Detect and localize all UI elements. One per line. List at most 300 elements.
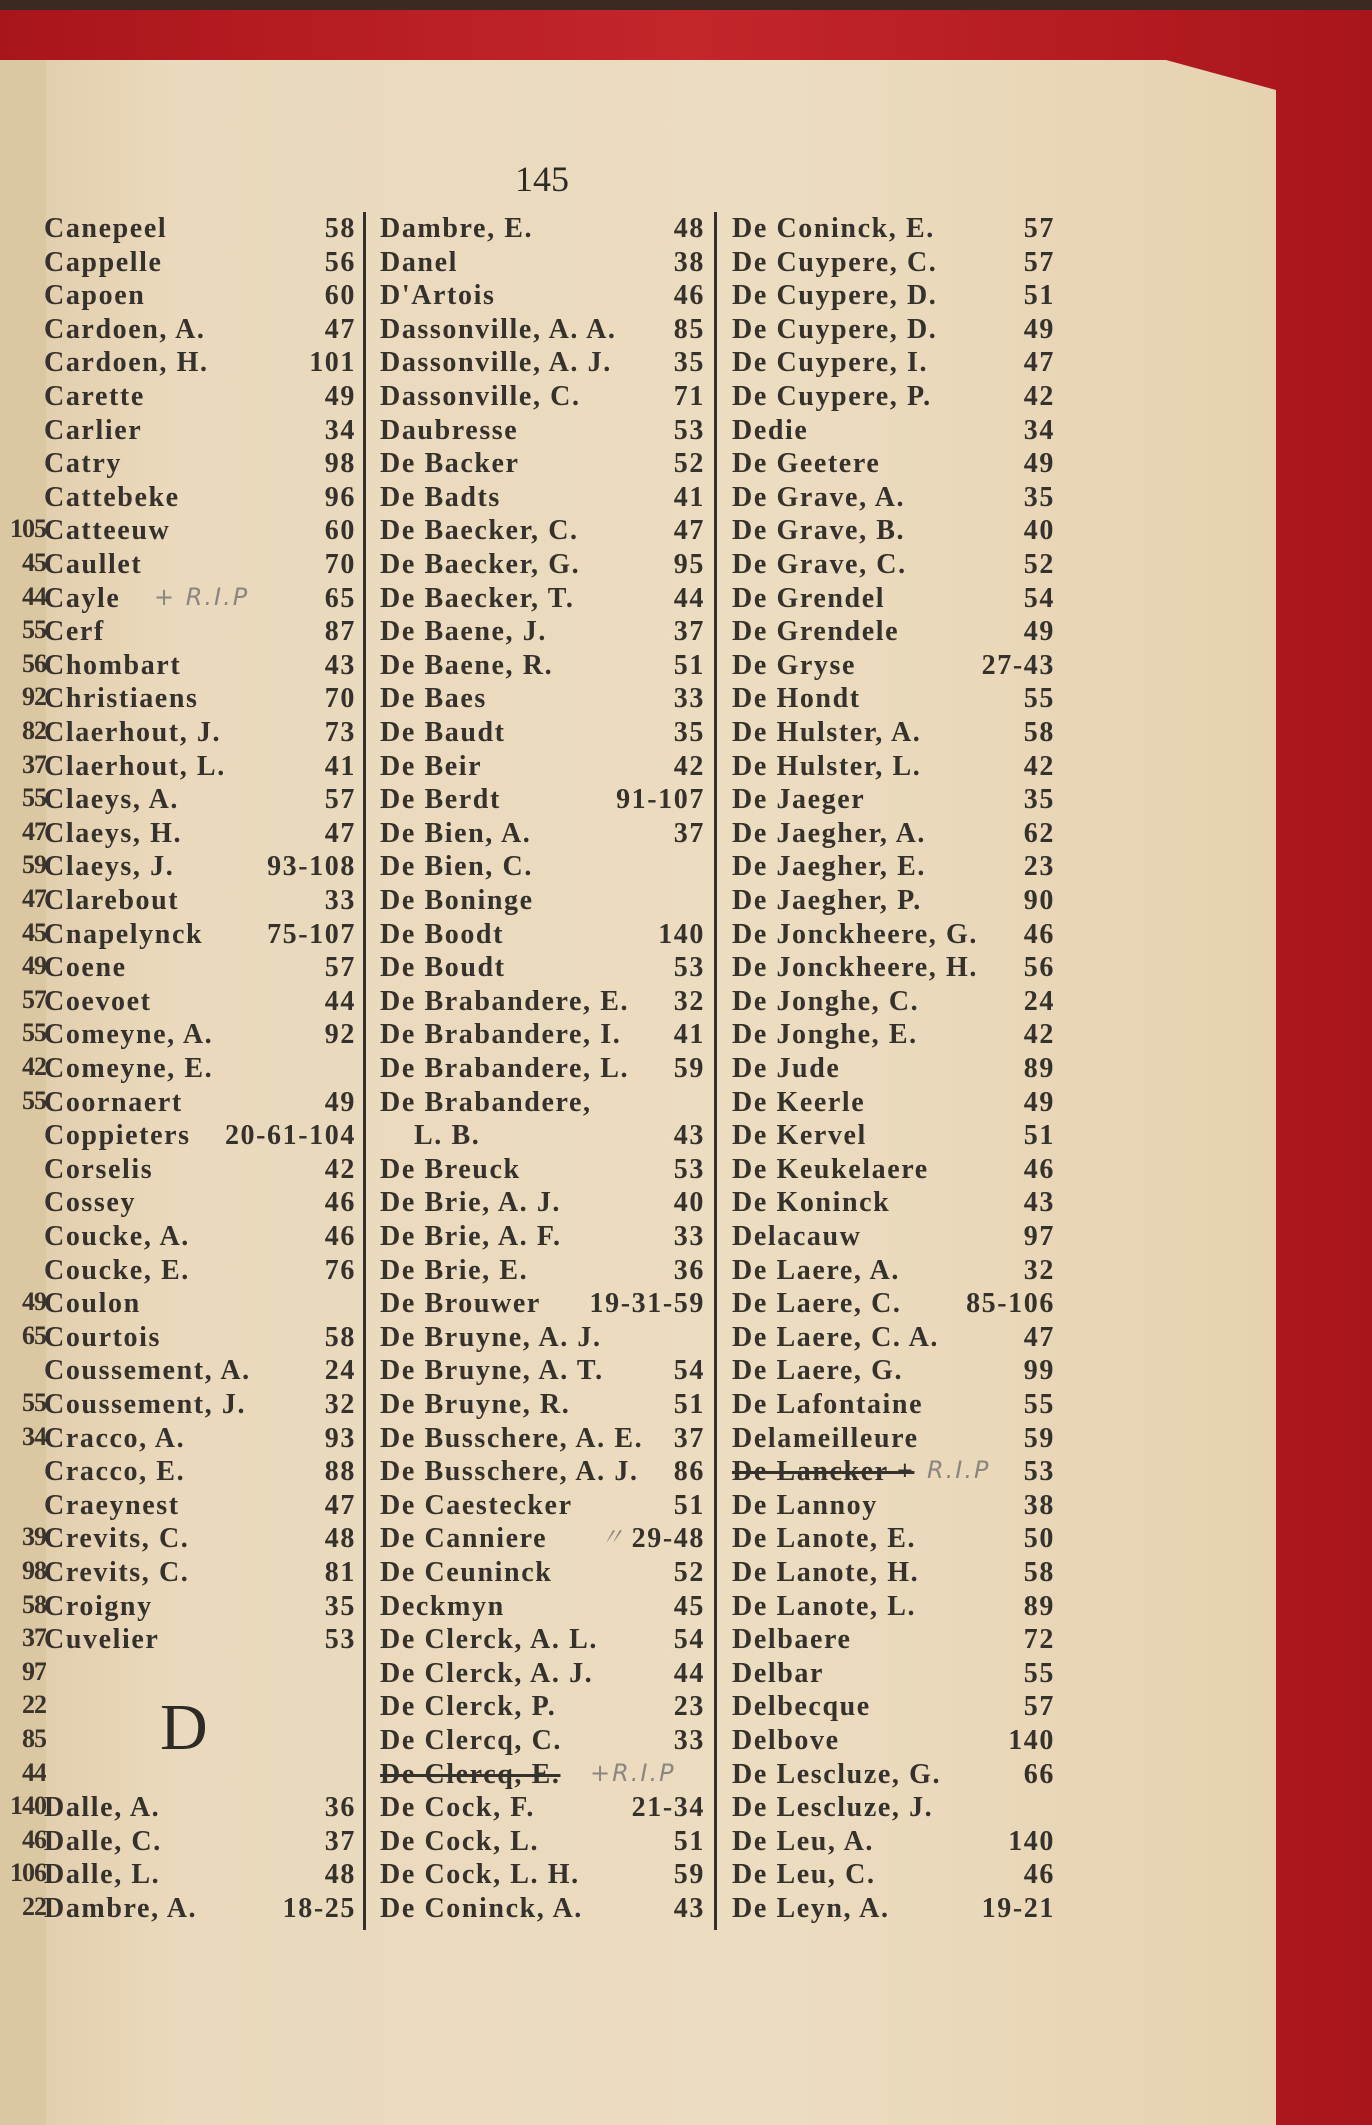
entry-name: De Canniere [380, 1523, 548, 1555]
entry-name: De Backer [380, 448, 520, 480]
entry-page-numbers: 49 [324, 381, 356, 412]
entry-name: Claerhout, J. [44, 717, 222, 748]
entry-page-numbers: 33 [324, 885, 356, 916]
entry-name: Cerf [44, 616, 105, 648]
previous-page-number: 37 [22, 1623, 46, 1653]
entry-name: Catry [44, 448, 122, 480]
index-entry [44, 716, 356, 750]
index-entry [44, 1354, 356, 1388]
entry-name: Coppieters [44, 1120, 191, 1152]
entry-page-numbers: 35 [673, 717, 705, 748]
entry-name: Comeyne, A. [44, 1019, 214, 1051]
entry-page-numbers: 34 [1023, 414, 1055, 446]
entry-name: Carlier [44, 414, 143, 446]
previous-page-number: 92 [22, 682, 46, 712]
entry-name: Cuvelier [44, 1624, 160, 1656]
index-entry [732, 279, 1055, 313]
index-entry [380, 716, 705, 750]
entry-name: De Grave, A. [732, 481, 906, 513]
entry-page-numbers: 24 [1023, 985, 1055, 1017]
index-entry [380, 1052, 705, 1086]
entry-page-numbers: 51 [1023, 280, 1055, 312]
index-entry [732, 1220, 1055, 1254]
entry-name: De Hulster, L. [732, 750, 922, 782]
index-entry [732, 1657, 1055, 1691]
index-entry [380, 582, 705, 616]
index-entry [44, 783, 356, 817]
entry-page-numbers: 58 [324, 1321, 356, 1353]
entry-page-numbers: 29-48 [631, 1523, 705, 1555]
index-entry [44, 346, 356, 380]
previous-page-number: 46 [22, 1824, 46, 1854]
previous-page-number: 55 [22, 783, 46, 813]
entry-page-numbers: 60 [324, 280, 356, 312]
entry-name: De Laere, A. [732, 1254, 900, 1286]
entry-page-numbers: 33 [673, 683, 705, 715]
entry-name: Crevits, C. [44, 1523, 190, 1555]
index-entry [44, 750, 356, 784]
index-entry [732, 1422, 1055, 1456]
entry-page-numbers: 56 [1023, 952, 1055, 984]
entry-name: De Coninck, A. [380, 1893, 583, 1924]
index-entry [732, 1825, 1055, 1859]
index-entry [44, 1522, 356, 1556]
entry-name: Cossey [44, 1187, 137, 1219]
entry-page-numbers: 37 [324, 1825, 356, 1857]
previous-page-number: 140 [10, 1791, 46, 1821]
entry-name: De Baes [380, 683, 487, 715]
entry-name: De Jonghe, E. [732, 1019, 918, 1051]
entry-page-numbers: 48 [673, 213, 705, 244]
entry-page-numbers: 46 [324, 1221, 356, 1252]
previous-page-number: 55 [22, 1388, 46, 1417]
entry-name: De Cock, L. [380, 1825, 540, 1857]
entry-name: Caullet [44, 549, 143, 580]
index-entry [732, 1791, 1055, 1825]
entry-page-numbers: 55 [1023, 1657, 1055, 1689]
entry-name: Chombart [44, 649, 182, 681]
entry-page-numbers: 46 [1023, 1153, 1055, 1185]
previous-page-number: 85 [22, 1724, 46, 1753]
entry-name: De Caestecker [380, 1489, 573, 1521]
column-divider [363, 212, 366, 1930]
entry-page-numbers: 23 [1023, 851, 1055, 883]
previous-page-number: 45 [22, 548, 46, 577]
index-entry [380, 1758, 705, 1792]
entry-page-numbers: 53 [324, 1624, 356, 1656]
index-entry [44, 1455, 356, 1489]
index-entry [732, 951, 1055, 985]
previous-page-number: 44 [22, 1757, 46, 1787]
index-entry [380, 783, 705, 817]
index-entry [44, 1858, 356, 1892]
entry-name: De Bien, C. [380, 851, 533, 883]
index-entry [380, 884, 705, 918]
index-entry [380, 1455, 705, 1489]
index-entry [380, 682, 705, 716]
entry-page-numbers: 42 [1023, 750, 1055, 782]
pencil-annotation: R.I.P [927, 1456, 991, 1485]
previous-page-number: 42 [22, 1052, 46, 1081]
entry-name: Dassonville, A. A. [380, 313, 617, 345]
entry-page-numbers: 59 [1023, 1422, 1055, 1454]
entry-page-numbers: 52 [673, 448, 705, 480]
entry-name: Coucke, A. [44, 1221, 190, 1252]
index-entry [732, 548, 1055, 582]
entry-name: Cracco, E. [44, 1456, 186, 1488]
entry-name: De Baecker, T. [380, 582, 575, 614]
index-entry [380, 481, 705, 515]
entry-page-numbers: 46 [324, 1187, 356, 1219]
entry-page-numbers: 19-21 [981, 1893, 1055, 1924]
entry-page-numbers: 93 [324, 1422, 356, 1454]
entry-name: De Clercq, C. [380, 1725, 563, 1756]
index-entry [44, 1758, 356, 1792]
index-entry [732, 783, 1055, 817]
entry-name: De Brabandere, [380, 1086, 592, 1118]
index-entry [44, 1052, 356, 1086]
index-entry [380, 514, 705, 548]
entry-page-numbers: 36 [673, 1254, 705, 1286]
previous-page-number: 56 [22, 648, 46, 678]
entry-name: Cayle [44, 582, 121, 614]
entry-page-numbers: 41 [324, 750, 356, 782]
entry-page-numbers: 42 [1023, 1019, 1055, 1051]
entry-page-numbers: 38 [1023, 1489, 1055, 1521]
entry-page-numbers: 85-106 [966, 1288, 1055, 1320]
entry-page-numbers: 50 [1023, 1523, 1055, 1555]
entry-name: Coussement, J. [44, 1389, 247, 1420]
entry-page-numbers: 51 [673, 1389, 705, 1420]
entry-name: De Brie, A. F. [380, 1221, 562, 1252]
previous-page-number: 37 [22, 749, 46, 779]
index-entry [380, 1018, 705, 1052]
entry-name: De Bien, A. [380, 817, 532, 849]
index-entry [380, 1086, 705, 1120]
entry-page-numbers: 99 [1023, 1355, 1055, 1387]
index-entry [44, 1825, 356, 1859]
index-entry [380, 1287, 705, 1321]
entry-page-numbers: 45 [673, 1590, 705, 1622]
index-entry [380, 1388, 705, 1422]
entry-page-numbers: 51 [673, 1489, 705, 1521]
index-entry [44, 414, 356, 448]
entry-name: De Busschere, A. E. [380, 1422, 644, 1454]
entry-page-numbers: 98 [324, 448, 356, 480]
entry-name: De Beir [380, 750, 483, 782]
entry-page-numbers: 57 [1023, 246, 1055, 278]
entry-name: De Jaegher, A. [732, 817, 927, 849]
index-entry [732, 313, 1055, 347]
entry-name: De Cuypere, D. [732, 280, 938, 312]
index-entry [380, 1623, 705, 1657]
index-entry [380, 1724, 705, 1758]
entry-page-numbers: 55 [1023, 683, 1055, 715]
previous-page-number: 55 [22, 615, 46, 645]
entry-name: Claeys, H. [44, 817, 183, 849]
index-entry [732, 1489, 1055, 1523]
entry-page-numbers: 73 [324, 717, 356, 748]
index-entry [732, 414, 1055, 448]
entry-page-numbers: 53 [673, 952, 705, 984]
entry-page-numbers: 75-107 [267, 918, 356, 950]
entry-name: Dedie [732, 414, 809, 446]
entry-page-numbers: 44 [673, 582, 705, 614]
previous-page-number: 58 [22, 1589, 46, 1619]
entry-page-numbers: 97 [1023, 1221, 1055, 1252]
index-entry [380, 1791, 705, 1825]
entry-name: De Cuypere, D. [732, 313, 938, 345]
entry-page-numbers: 18-25 [282, 1893, 356, 1924]
entry-name: Danel [380, 246, 458, 278]
entry-page-numbers: 49 [324, 1086, 356, 1118]
entry-name: De Jaegher, P. [732, 885, 922, 916]
index-entry [732, 1724, 1055, 1758]
entry-name: De Clercq, E. [380, 1758, 561, 1790]
index-entry [44, 1791, 356, 1825]
index-entry [44, 1623, 356, 1657]
index-entry [732, 716, 1055, 750]
entry-page-numbers: 19-31-59 [589, 1288, 705, 1320]
entry-name: De Jonckheere, H. [732, 952, 978, 984]
entry-name: Claeys, J. [44, 851, 175, 883]
index-entry [380, 1153, 705, 1187]
index-entry [380, 1590, 705, 1624]
index-entry [44, 850, 356, 884]
entry-name: De Berdt [380, 784, 501, 816]
index-entry [380, 447, 705, 481]
previous-page-number: 57 [22, 984, 46, 1014]
index-entry [732, 1858, 1055, 1892]
entry-page-numbers: 72 [1023, 1624, 1055, 1656]
entry-name: Coevoet [44, 985, 152, 1017]
entry-page-numbers: 32 [1023, 1254, 1055, 1286]
entry-page-numbers: 58 [1023, 1557, 1055, 1588]
entry-name: De Keerle [732, 1086, 866, 1118]
entry-page-numbers: 140 [1008, 1725, 1055, 1756]
index-entry [44, 951, 356, 985]
entry-page-numbers: 35 [1023, 481, 1055, 513]
entry-name: De Brabandere, L. [380, 1053, 630, 1084]
column-divider [714, 212, 717, 1930]
entry-name: Coornaert [44, 1086, 183, 1118]
entry-page-numbers: 70 [324, 683, 356, 715]
pencil-annotation: +R.I.P [590, 1758, 676, 1787]
entry-name: De Leu, A. [732, 1825, 874, 1857]
entry-page-numbers: 54 [1023, 582, 1055, 614]
entry-name: De Cock, L. H. [380, 1859, 580, 1891]
entry-name: De Clerck, A. L. [380, 1624, 598, 1656]
entry-page-numbers: 93-108 [267, 851, 356, 883]
entry-name: Canepeel [44, 213, 168, 244]
entry-page-numbers: 96 [324, 481, 356, 513]
entry-name: De Lanote, H. [732, 1557, 920, 1588]
entry-name: De Bruyne, R. [380, 1389, 571, 1420]
entry-page-numbers: 40 [1023, 515, 1055, 547]
entry-name: Delbar [732, 1657, 825, 1689]
entry-name: De Brie, A. J. [380, 1187, 562, 1219]
entry-name: Dambre, E. [380, 213, 534, 244]
index-entry [732, 346, 1055, 380]
entry-name: De Baene, J. [380, 616, 547, 648]
entry-name: De Leu, C. [732, 1859, 876, 1891]
index-entry [44, 1556, 356, 1590]
entry-name: De Cuypere, C. [732, 246, 938, 278]
entry-name: Daubresse [380, 414, 519, 446]
entry-name: Cattebeke [44, 481, 180, 513]
index-entry [44, 447, 356, 481]
index-entry [732, 514, 1055, 548]
previous-page-number: 45 [22, 917, 46, 947]
pencil-annotation: 〃 [600, 1523, 626, 1552]
page-number: 145 [515, 159, 569, 199]
index-entry [44, 1724, 356, 1758]
index-entry [44, 1220, 356, 1254]
entry-page-numbers: 33 [673, 1221, 705, 1252]
entry-name: De Jude [732, 1053, 841, 1084]
entry-page-numbers: 47 [1023, 347, 1055, 379]
entry-page-numbers: 35 [673, 347, 705, 379]
entry-name: De Lanote, L. [732, 1590, 917, 1622]
index-entry [380, 615, 705, 649]
index-entry [380, 918, 705, 952]
entry-name: De Ceuninck [380, 1557, 553, 1588]
index-entry [732, 1119, 1055, 1153]
entry-page-numbers: 36 [324, 1792, 356, 1824]
previous-page-number: 55 [22, 1018, 46, 1048]
pencil-annotation: + R.I.P [154, 582, 250, 611]
index-entry [732, 481, 1055, 515]
index-entry [732, 1086, 1055, 1120]
index-entry [44, 212, 356, 246]
previous-page-number: 22 [22, 1892, 46, 1921]
entry-name: De Hondt [732, 683, 861, 715]
index-entry [732, 1018, 1055, 1052]
index-entry [380, 985, 705, 1019]
entry-name: De Clerck, P. [380, 1691, 557, 1723]
index-entry [44, 1254, 356, 1288]
entry-name: De Leyn, A. [732, 1893, 890, 1924]
entry-name: De Jonghe, C. [732, 985, 920, 1017]
entry-name: De Cuypere, P. [732, 381, 932, 412]
previous-page-number: 98 [22, 1556, 46, 1585]
index-entry [44, 279, 356, 313]
entry-page-numbers: 33 [673, 1725, 705, 1756]
entry-page-numbers: 55 [1023, 1389, 1055, 1420]
entry-name: Cardoen, A. [44, 313, 206, 345]
index-entry [380, 1522, 705, 1556]
index-entry [732, 615, 1055, 649]
index-entry [44, 1590, 356, 1624]
index-entry [732, 1758, 1055, 1792]
index-entry [380, 1422, 705, 1456]
entry-name: De Lescluze, G. [732, 1758, 942, 1790]
entry-page-numbers: 91-107 [616, 784, 705, 816]
entry-page-numbers: 35 [1023, 784, 1055, 816]
index-entry [732, 1254, 1055, 1288]
entry-name: De Baecker, C. [380, 515, 579, 547]
entry-page-numbers: 34 [324, 414, 356, 446]
index-entry [732, 1354, 1055, 1388]
index-entry [732, 1153, 1055, 1187]
index-entry [732, 1455, 1055, 1489]
entry-page-numbers: 41 [673, 481, 705, 513]
entry-page-numbers: 54 [673, 1624, 705, 1656]
index-entry [44, 1388, 356, 1422]
entry-page-numbers: 140 [1008, 1825, 1055, 1857]
entry-page-numbers: 71 [673, 381, 705, 412]
entry-name: De Cuypere, I. [732, 347, 929, 379]
entry-name: De Coninck, E. [732, 213, 935, 244]
entry-page-numbers: 81 [324, 1557, 356, 1588]
entry-page-numbers: 43 [673, 1120, 705, 1152]
index-entry [732, 1690, 1055, 1724]
previous-page-number: 34 [22, 1421, 46, 1451]
index-entry [44, 514, 356, 548]
index-entry [732, 1522, 1055, 1556]
index-entry [732, 985, 1055, 1019]
entry-name: D'Artois [380, 280, 496, 312]
previous-page-number: 105 [10, 514, 46, 544]
index-entry [732, 1321, 1055, 1355]
previous-page-number: 44 [22, 581, 46, 611]
entry-name: De Baecker, G. [380, 549, 581, 580]
previous-page-number: 65 [22, 1320, 46, 1350]
entry-page-numbers: 37 [673, 817, 705, 849]
entry-name: De Brouwer [380, 1288, 541, 1320]
entry-page-numbers: 57 [1023, 1691, 1055, 1723]
entry-name: De Breuck [380, 1153, 521, 1185]
index-entry [732, 1052, 1055, 1086]
entry-page-numbers: 95 [673, 549, 705, 580]
index-entry [732, 884, 1055, 918]
entry-name: De Brabandere, I. [380, 1019, 622, 1051]
index-entry [732, 1287, 1055, 1321]
previous-page-number: 22 [22, 1690, 46, 1720]
entry-page-numbers: 53 [673, 414, 705, 446]
previous-page-number: 39 [22, 1522, 46, 1552]
entry-name: Delameilleure [732, 1422, 919, 1454]
entry-page-numbers: 37 [673, 1422, 705, 1454]
index-entry [732, 212, 1055, 246]
entry-name: Dambre, A. [44, 1893, 198, 1924]
entry-name: De Brie, E. [380, 1254, 529, 1286]
entry-name: De Boudt [380, 952, 506, 984]
index-entry [380, 750, 705, 784]
entry-page-numbers: 58 [1023, 717, 1055, 748]
entry-name: De Laere, C. [732, 1288, 902, 1320]
entry-name: Corselis [44, 1153, 154, 1185]
previous-page-number: 47 [22, 884, 46, 913]
entry-page-numbers: 47 [324, 1489, 356, 1521]
entry-name: Dalle, C. [44, 1825, 162, 1857]
index-entry [732, 1556, 1055, 1590]
entry-name: De Jaeger [732, 784, 866, 816]
index-entry [44, 1690, 356, 1724]
index-entry [44, 817, 356, 851]
entry-name: Craeynest [44, 1489, 180, 1521]
index-entry [380, 951, 705, 985]
index-entry [44, 1657, 356, 1691]
entry-page-numbers: 49 [1023, 448, 1055, 480]
entry-page-numbers: 89 [1023, 1053, 1055, 1084]
index-entry [44, 548, 356, 582]
entry-name: Delbecque [732, 1691, 871, 1723]
entry-page-numbers: 24 [324, 1355, 356, 1387]
entry-name: Comeyne, E. [44, 1053, 214, 1084]
index-entry [380, 1220, 705, 1254]
entry-name: De Grave, B. [732, 515, 906, 547]
